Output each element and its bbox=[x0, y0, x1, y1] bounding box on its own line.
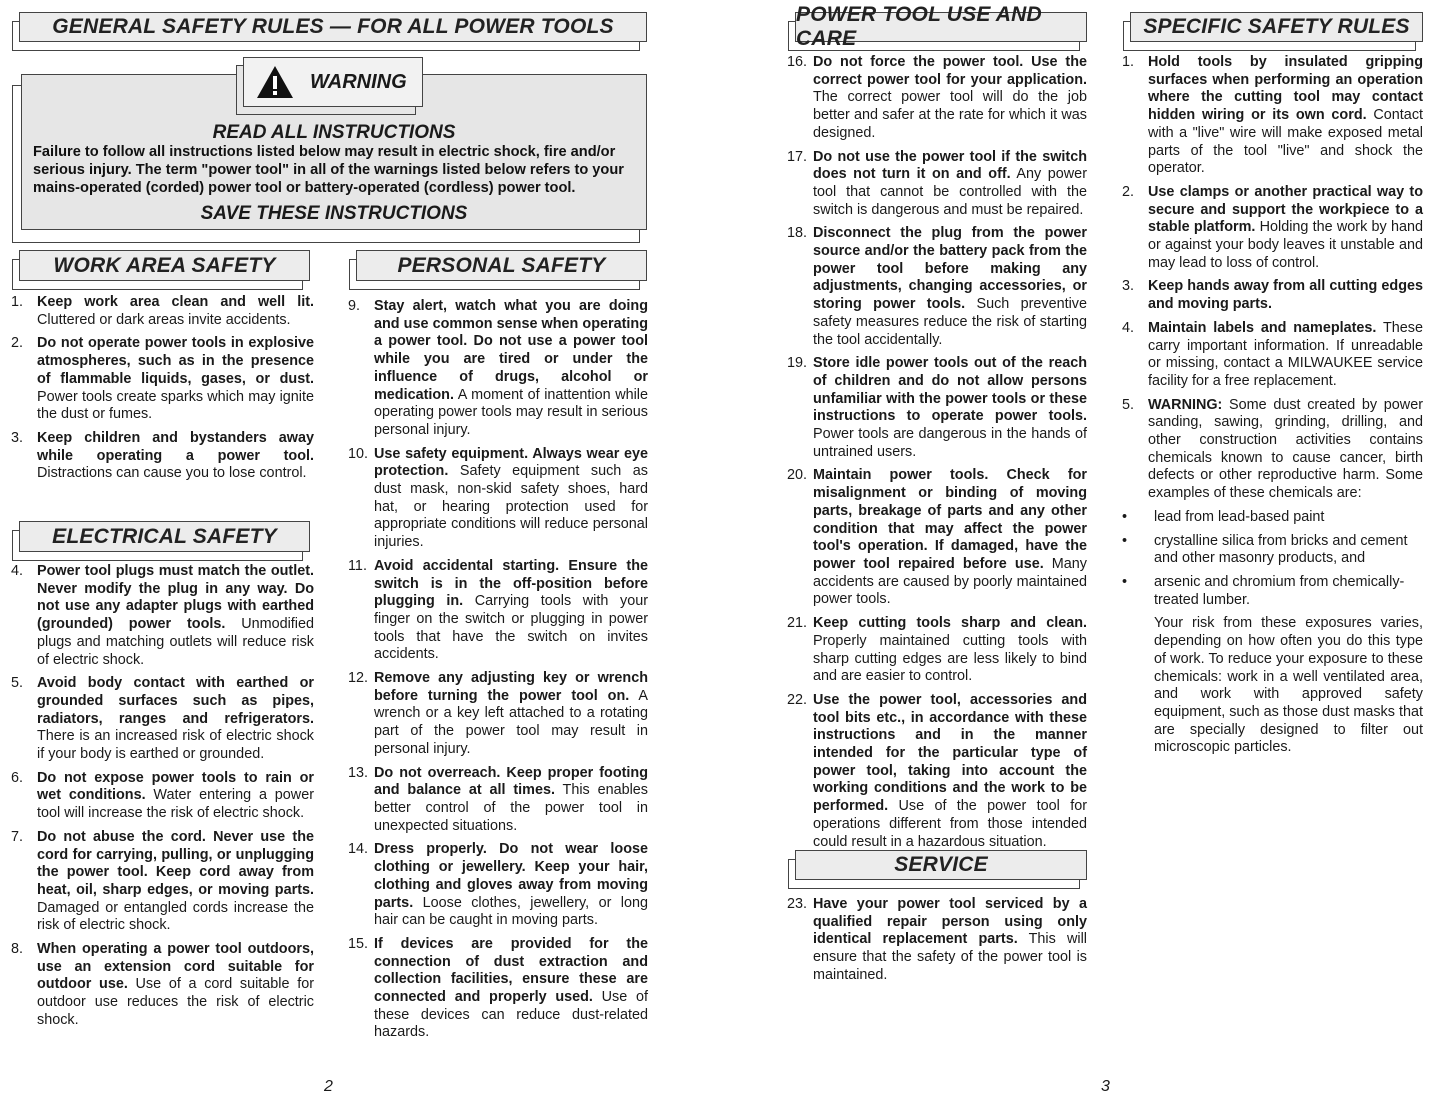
item-body: Loose clothes, jewellery, or long hair can be caught in moving parts. bbox=[374, 894, 648, 929]
item-body: Cluttered or dark areas invite accidents. bbox=[37, 311, 291, 328]
list-item bbox=[787, 692, 1087, 851]
list-item bbox=[1122, 397, 1423, 503]
bullet-icon: • bbox=[1122, 508, 1128, 525]
item-number: 11. bbox=[348, 557, 367, 574]
item-body: These carry important information. If unreadable or missing, contact a MILWAUKEE service facility for a free replacement. bbox=[1148, 319, 1424, 389]
list-item bbox=[348, 298, 648, 440]
item-number: 20. bbox=[787, 467, 808, 484]
item-number: 18. bbox=[787, 225, 808, 242]
item-body: Safety equipment such as dust mask, non-skid safety shoes, hard hat, or hearing protection used for appropriate conditions will reduce personal injuries. bbox=[374, 463, 648, 551]
bullet-text: lead from lead-based paint bbox=[1154, 508, 1325, 525]
save-instructions: SAVE THESE INSTRUCTIONS bbox=[200, 203, 468, 224]
item-heading: Store idle power tools out of the reach of children and do not allow persons unfamiliar with the power tools or these instructions to operate power tools. bbox=[813, 355, 1087, 425]
item-heading: Dress properly. Do not wear loose clothing or jewellery. Keep your hair, clothing and gloves away from moving parts. bbox=[374, 841, 648, 911]
item-heading: Maintain power tools. Check for misalignment or binding of moving parts, breakage of parts and any other condition that may affect the power tool's operation. If damaged, have the power tool repaired before use. bbox=[813, 467, 1087, 572]
electrical-list bbox=[11, 563, 314, 1036]
list-item bbox=[348, 936, 648, 1042]
bullet-item bbox=[1122, 509, 1423, 527]
header-work-area: WORK AREA SAFETY bbox=[19, 250, 310, 281]
item-heading: Keep hands away from all cutting edges and moving parts. bbox=[1148, 278, 1423, 313]
item-body: Power tools create sparks which may ignite the dust or fumes. bbox=[37, 388, 314, 423]
item-body: Distractions can cause you to lose control. bbox=[37, 465, 307, 482]
item-heading: Keep cutting tools sharp and clean. bbox=[813, 615, 1087, 632]
header-use-care: POWER TOOL USE AND CARE bbox=[795, 12, 1087, 42]
list-item bbox=[11, 770, 314, 823]
header-specific: SPECIFIC SAFETY RULES bbox=[1130, 12, 1423, 42]
item-number: 5. bbox=[11, 675, 24, 692]
item-body: Power tools are dangerous in the hands of untrained users. bbox=[813, 426, 1087, 460]
list-item bbox=[11, 941, 314, 1030]
read-all-instructions: READ ALL INSTRUCTIONS bbox=[212, 122, 456, 143]
list-item bbox=[348, 670, 648, 759]
bullet-item bbox=[1122, 574, 1423, 609]
item-number: 23. bbox=[787, 896, 808, 912]
list-item bbox=[11, 430, 314, 483]
item-number: 1. bbox=[1122, 54, 1135, 70]
item-heading: Use safety equipment. Always wear eye protection. bbox=[374, 445, 648, 480]
item-body: Use of a cord suitable for outdoor use reduces the risk of electric shock. bbox=[37, 976, 314, 1028]
list-item bbox=[11, 335, 314, 424]
list-item bbox=[348, 841, 648, 930]
header-general-safety: GENERAL SAFETY RULES — FOR ALL POWER TOOLS bbox=[19, 12, 647, 42]
item-body: Properly maintained cutting tools with sharp cutting edges are less likely to bind and are easier to control. bbox=[813, 632, 1087, 685]
item-number: 10. bbox=[348, 445, 369, 462]
list-item bbox=[348, 765, 648, 836]
item-body: Use of these devices can reduce dust-related hazards. bbox=[374, 989, 648, 1041]
list-item bbox=[787, 54, 1087, 143]
item-number: 16. bbox=[787, 54, 808, 70]
list-item bbox=[787, 225, 1087, 349]
warning-label: WARNING bbox=[310, 70, 407, 93]
personal-list bbox=[348, 298, 648, 1048]
item-body: Carrying tools with your finger on the switch or plugging in power tools that have the switch on invites accidents. bbox=[374, 593, 648, 663]
item-number: 22. bbox=[787, 691, 808, 708]
item-number: 13. bbox=[348, 764, 369, 781]
item-body: This will ensure that the safety of the power tool is maintained. bbox=[813, 931, 1087, 983]
list-item bbox=[11, 563, 314, 669]
warning-badge bbox=[243, 57, 423, 107]
item-number: 2. bbox=[1122, 183, 1135, 200]
item-body: A moment of inattention while operating power tools may result in serious personal injury. bbox=[374, 386, 648, 438]
item-number: 4. bbox=[11, 563, 24, 579]
page-number-left: 2 bbox=[324, 1078, 333, 1095]
item-body: Damaged or entangled cords increase the risk of electric shock. bbox=[37, 899, 314, 934]
warning-triangle-icon bbox=[256, 65, 294, 99]
item-number: 15. bbox=[348, 935, 369, 952]
item-heading: Do not abuse the cord. Never use the cord for carrying, pulling, or unplugging the power tool. Keep cord away from heat, oil, sharp edges, or moving parts. bbox=[37, 828, 314, 898]
list-item bbox=[787, 355, 1087, 461]
item-body: Use of the power tool for operations different from those intended could result in a hazardous situation. bbox=[813, 798, 1087, 850]
item-heading: Have your power tool serviced by a qualified repair person using only identical replacement parts. bbox=[813, 896, 1087, 948]
item-heading: Keep children and bystanders away while operating a power tool. bbox=[37, 429, 314, 464]
chemical-bullets bbox=[1122, 509, 1423, 610]
specific-list bbox=[1122, 54, 1423, 503]
list-item bbox=[348, 446, 648, 552]
header-personal: PERSONAL SAFETY bbox=[356, 250, 647, 281]
list-item bbox=[348, 558, 648, 664]
item-heading: Do not force the power tool. Use the correct power tool for your application. bbox=[813, 54, 1087, 88]
item-number: 3. bbox=[11, 429, 24, 446]
item-heading: If devices are provided for the connection of dust extraction and collection facilities, ensure these are connected and properly used. bbox=[374, 935, 648, 1006]
item-heading: Use clamps or another practical way to secure and support the workpiece to a stable platform. bbox=[1148, 183, 1423, 236]
item-heading: Avoid body contact with earthed or grounded surfaces such as pipes, radiators, ranges and refrigerators. bbox=[37, 675, 314, 727]
item-body: Unmodified plugs and matching outlets will reduce risk of electric shock. bbox=[37, 616, 314, 668]
item-body: There is an increased risk of electric shock if your body is earthed or grounded. bbox=[37, 728, 314, 763]
page-number-right: 3 bbox=[1101, 1078, 1110, 1095]
item-heading: Stay alert, watch what you are doing and use common sense when operating a power tool. Do not use a power tool while you are tired or under the influence of drugs, alcohol or medication. bbox=[374, 298, 648, 403]
header-service: SERVICE bbox=[795, 850, 1087, 880]
list-item bbox=[1122, 54, 1423, 178]
item-heading: Keep work area clean and well lit. bbox=[37, 294, 314, 310]
bullet-icon: • bbox=[1122, 573, 1128, 590]
item-heading: Maintain labels and nameplates. bbox=[1148, 319, 1377, 336]
item-heading: Do not overreach. Keep proper footing and balance at all times. bbox=[374, 764, 648, 799]
item-heading: Hold tools by insulated gripping surfaces when performing an operation where the cutting tool may contact hidden wiring or its own cord. bbox=[1148, 54, 1423, 124]
list-item bbox=[787, 896, 1087, 985]
item-heading: WARNING: bbox=[1148, 396, 1223, 413]
item-number: 17. bbox=[787, 148, 808, 165]
item-body: Such preventive safety measures reduce the risk of starting the tool accidentally. bbox=[813, 296, 1087, 348]
item-body: Some dust created by power sanding, sawing, grinding, drilling, and other construction activities contains chemicals known to cause cancer, birth defects or other reproductive harm. Some examples of these chemicals are: bbox=[1148, 396, 1423, 502]
list-item bbox=[787, 615, 1087, 686]
item-number: 4. bbox=[1122, 319, 1135, 336]
item-heading: Avoid accidental starting. Ensure the switch is in the off-position before plugging in. bbox=[374, 557, 648, 610]
item-number: 8. bbox=[11, 941, 24, 958]
header-electrical: ELECTRICAL SAFETY bbox=[19, 521, 310, 552]
list-item bbox=[1122, 278, 1423, 313]
item-number: 7. bbox=[11, 828, 24, 845]
item-body: Water entering a power tool will increase the risk of electric shock. bbox=[37, 787, 314, 822]
item-number: 21. bbox=[787, 615, 808, 632]
list-item bbox=[1122, 184, 1423, 273]
item-number: 2. bbox=[11, 335, 24, 352]
list-item bbox=[787, 467, 1087, 609]
item-body: This enables better control of the power tool in unexpected situations. bbox=[374, 782, 648, 834]
item-body: The correct power tool will do the job better and safer at the rate for which it was designed. bbox=[813, 89, 1087, 141]
item-body: A wrench or a key left attached to a rotating part of the power tool may result in personal injury. bbox=[374, 687, 648, 757]
item-body: Holding the work by hand or against your body leaves it unstable and may lead to loss of control. bbox=[1148, 219, 1423, 271]
list-item bbox=[1122, 320, 1423, 391]
bullet-icon: • bbox=[1122, 532, 1128, 549]
list-item bbox=[11, 829, 314, 935]
item-number: 19. bbox=[787, 355, 808, 372]
item-heading: Do not use the power tool if the switch does not turn it on and off. bbox=[813, 148, 1087, 183]
work-area-list bbox=[11, 294, 314, 489]
specific-rules bbox=[1122, 54, 1423, 757]
item-number: 6. bbox=[11, 769, 24, 786]
list-item bbox=[787, 149, 1087, 220]
item-body: Many accidents are caused by poorly maintained power tools. bbox=[813, 555, 1087, 608]
item-heading: Power tool plugs must match the outlet. Never modify the plug in any way. Do not use any adapter plugs with earthed (grounded) power tools. bbox=[37, 563, 314, 633]
bullet-item bbox=[1122, 533, 1423, 568]
item-number: 5. bbox=[1122, 396, 1135, 413]
item-number: 14. bbox=[348, 841, 369, 858]
item-heading: When operating a power tool outdoors, use an extension cord suitable for outdoor use. bbox=[37, 941, 314, 993]
warning-text: Failure to follow all instructions listed below may result in electric shock, fire and/or serious injury. The term "power tool" in all of the warnings listed below refers to your mains-operated (corded) power tool or battery-operated (cordless) power tool. bbox=[33, 144, 624, 196]
item-number: 12. bbox=[348, 670, 369, 687]
item-number: 3. bbox=[1122, 278, 1135, 295]
list-item bbox=[11, 294, 314, 329]
item-number: 9. bbox=[348, 298, 361, 314]
bullet-text: arsenic and chromium from chemically-treated lumber. bbox=[1154, 573, 1405, 608]
list-item bbox=[11, 675, 314, 764]
exposure-paragraph: Your risk from these exposures varies, depending on how often you do this type of work. To reduce your exposure to these chemicals: work in a well ventilated area, and work with approved safety equipment, such as those dust masks that are specially designed to filter out microscopic particles. bbox=[1154, 615, 1423, 756]
item-number: 1. bbox=[11, 294, 24, 310]
item-body: Any power tool that cannot be controlled with the switch is dangerous and must be repaired. bbox=[813, 166, 1087, 218]
item-heading: Do not expose power tools to rain or wet conditions. bbox=[37, 769, 314, 804]
bullet-text: crystalline silica from bricks and cement and other masonry products, and bbox=[1154, 532, 1408, 567]
service-list bbox=[787, 896, 1087, 991]
item-body: Contact with a "live" wire will make exposed metal parts of the tool "live" and shock the operator. bbox=[1148, 107, 1424, 177]
item-heading: Do not operate power tools in explosive atmospheres, such as in the presence of flammable liquids, gases, or dust. bbox=[37, 335, 314, 387]
use-care-list bbox=[787, 54, 1087, 857]
item-heading: Use the power tool, accessories and tool bits etc., in accordance with these instructions and in the manner intended for the particular type of power tool, taking into account the working conditions and the work to be performed. bbox=[813, 691, 1087, 815]
item-heading: Remove any adjusting key or wrench before turning the power tool on. bbox=[374, 670, 648, 704]
item-heading: Disconnect the plug from the power source and/or the battery pack from the power tool before making any adjustments, changing accessories, or storing power tools. bbox=[813, 225, 1087, 313]
